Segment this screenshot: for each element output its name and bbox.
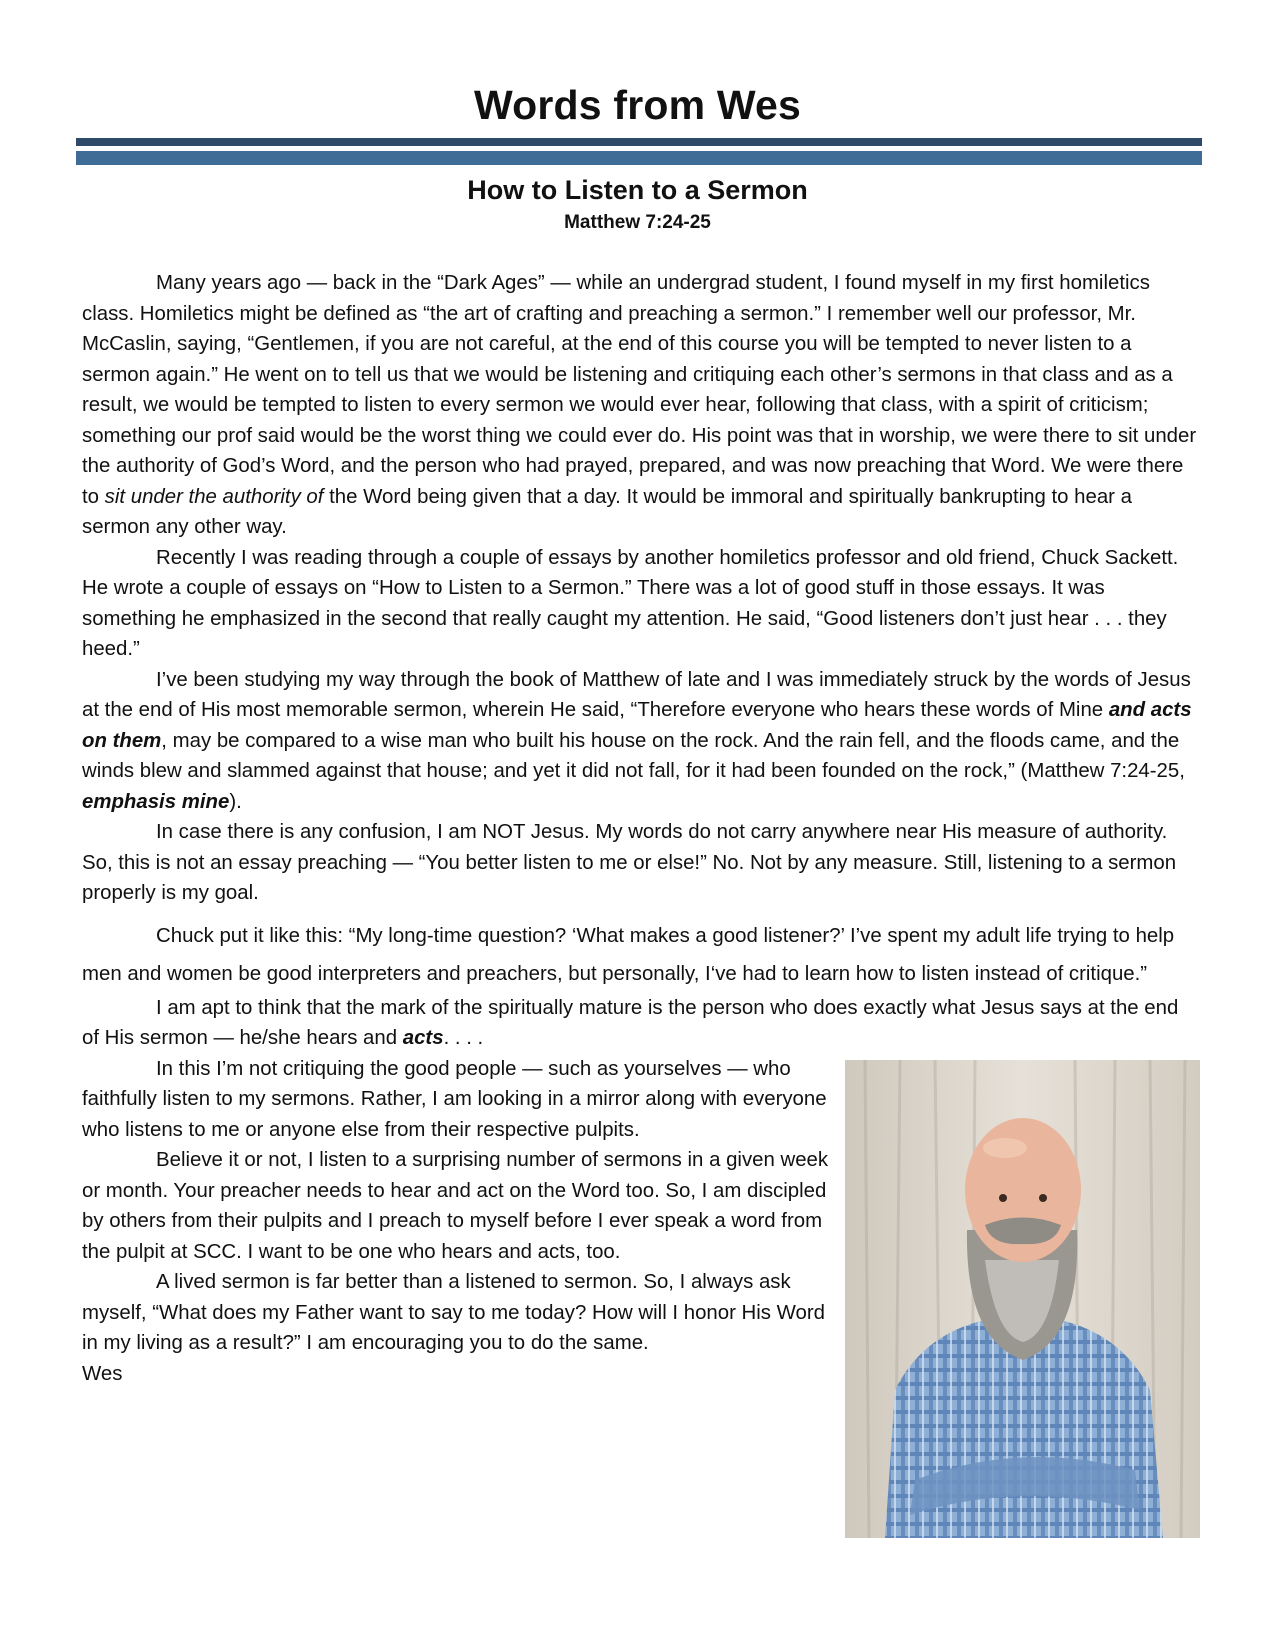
emphasis-authority: sit under the authority of bbox=[104, 485, 324, 508]
emphasis-acts: acts bbox=[402, 1027, 444, 1049]
scripture-reference: Matthew 7:24-25 bbox=[564, 212, 711, 233]
author-portrait-image bbox=[845, 1060, 1200, 1538]
masthead-title: Words from Wes bbox=[473, 82, 802, 128]
signature: Wes bbox=[82, 1362, 123, 1385]
paragraph-6: I am apt to think that the mark of the spiritually mature is the person who does exactly what Jesus says at the end of His sermon — he/she hears and acts. . . . bbox=[82, 996, 1179, 1049]
emphasis-acts-on-them: and acts on them bbox=[82, 699, 1192, 752]
paragraph-1: Many years ago — back in the “Dark Ages” — while an undergrad student, I found myself in my first homiletics class. Homiletics might be defined as “the art of crafting and preaching a sermon.” I remember well our professor, Mr. McCaslin, saying, “Gentlemen, if you are not careful, at the end of this course you will be tempted to never listen to a sermon again.” He went on to tell us that we would be listening and critiquing each other’s sermons in that class and as a result, we would be tempted to listen to every sermon we would ever hear, following that class, with a spirit of criticism; something our prof said would be the worst thing we could ever do. His point was that in worship, we were there to sit under the authority of God’s Word, and the person who had prayed, prepared, and was now preaching that Word. We were there to sit under the authority of the Word being given that a day. It would be immoral and spiritually bankrupting to hear a sermon any other way. bbox=[82, 272, 1197, 538]
paragraph-2: Recently I was reading through a couple of essays by another homiletics professor and old friend, Chuck Sackett. He wrote a couple of essays on “How to Listen to a Sermon.” There was a lot of good stuff in those essays. It was something he emphasized in the second that really caught my attention. He said, “Good listeners don’t just hear . . . they heed.” bbox=[82, 546, 1179, 660]
paragraph-7: In this I’m not critiquing the good people — such as yourselves — who faithfully listen to my sermons. Rather, I am looking in a mirror along with everyone who listens to me or anyone else from their respective pulpits. bbox=[82, 1057, 827, 1141]
article-body bbox=[82, 268, 1200, 1538]
emphasis-mine: emphasis mine bbox=[82, 790, 230, 813]
paragraph-4: In case there is any confusion, I am NOT Jesus. My words do not carry anywhere near His measure of authority. So, this is not an essay preaching — “You better listen to me or else!” No. Not by any measure. Still, listening to a sermon properly is my goal. bbox=[82, 821, 1177, 904]
article-title: How to Listen to a Sermon bbox=[467, 175, 808, 205]
paragraph-9: A lived sermon is far better than a listened to sermon. So, I always ask myself, “What does my Father want to say to me today? How will I honor His Word in my living as a result?” I am encouraging you to do the same. bbox=[82, 1271, 826, 1354]
header-rule-thick bbox=[76, 151, 1202, 165]
paragraph-3: I’ve been studying my way through the book of Matthew of late and I was immediately struck by the words of Jesus at the end of His most memorable sermon, wherein He said, “Therefore everyone who hears these words of Mine and acts on them, may be compared to a wise man who built his house on the rock. And the rain fell, and the floods came, and the winds blew and slammed against that house; and yet it did not fall, for it had been founded on the rock,” (Matthew 7:24-25, emphasis mine). bbox=[82, 668, 1192, 813]
header-rule-thin bbox=[76, 138, 1202, 146]
paragraph-5: Chuck put it like this: “My long-time question? ‘What makes a good listener?’ I’ve spent my adult life trying to help men and women be good interpreters and preachers, but personally, I‘ve had to learn how to listen instead of critique.” bbox=[82, 924, 1175, 985]
author-photo bbox=[845, 1060, 1200, 1538]
paragraph-8: Believe it or not, I listen to a surprising number of sermons in a given week or month. Your preacher needs to hear and act on the Word too. So, I am discipled by others from their pulpits and I preach to myself before I ever speak a word from the pulpit at SCC. I want to be one who hears and acts, too. bbox=[82, 1149, 829, 1263]
